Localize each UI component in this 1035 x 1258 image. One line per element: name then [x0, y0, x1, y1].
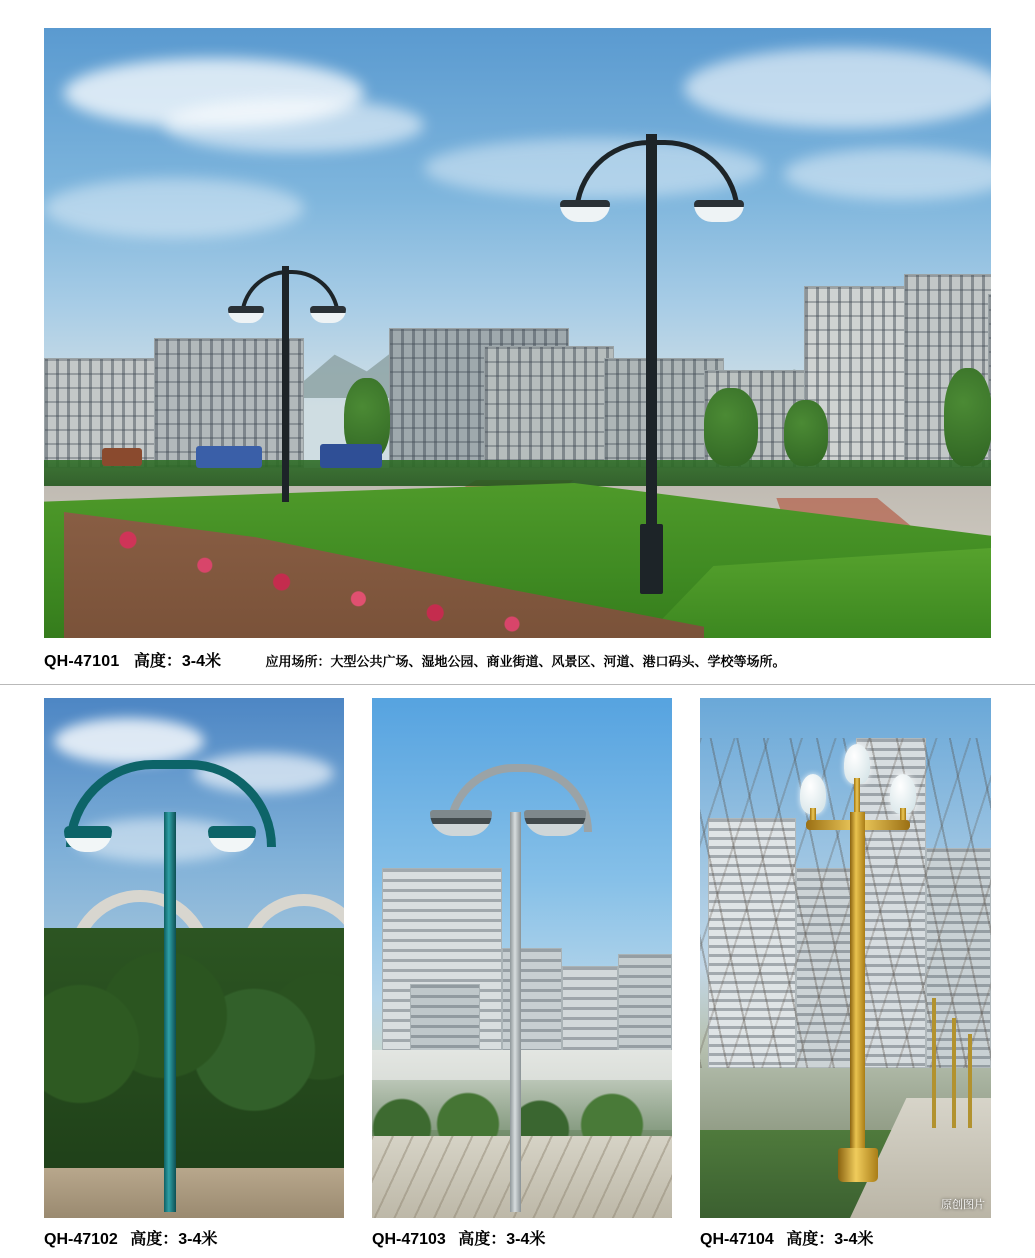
silver-lamp: [458, 758, 638, 1178]
plaza-scene: [372, 698, 672, 1218]
caption-qh47104: [700, 1226, 873, 1249]
lamp-pole: [164, 812, 176, 1212]
distant-lamp: [952, 1018, 956, 1128]
garden-scene: [44, 698, 344, 1218]
section-divider: [0, 684, 1035, 685]
distant-lamp: [968, 1034, 972, 1128]
product-code: QH-47103: [372, 1231, 446, 1248]
hedge-row: [44, 460, 991, 486]
caption-qh47102: [44, 1226, 217, 1249]
caption-qh47103: [372, 1226, 545, 1249]
product-code: QH-47102: [44, 1231, 118, 1248]
cloud-shape: [784, 148, 991, 200]
product-code: QH-47104: [700, 1231, 774, 1248]
main-product-photo: [44, 28, 991, 638]
lamp-base: [838, 1148, 878, 1182]
lamp-head: [310, 306, 346, 323]
main-product-caption: [44, 648, 994, 671]
main-product-height: 高度：3-4米: [133, 653, 222, 670]
product-photo-qh47102: [44, 698, 344, 1218]
product-caption-row: [44, 1226, 991, 1250]
main-product-code: QH-47101: [44, 653, 120, 670]
lamp-head: [694, 200, 744, 222]
streetscape-scene: [44, 28, 991, 638]
lamp-head: [430, 810, 492, 836]
golden-lamp: [796, 716, 926, 1186]
product-height: 高度：3-4米: [458, 1231, 546, 1248]
cloud-shape: [684, 48, 991, 128]
main-product-usage: 应用场所：大型公共广场、湿地公园、商业街道、风景区、河道、港口码头、学校等场所。: [265, 654, 786, 669]
parked-vehicle: [102, 448, 142, 466]
tree: [944, 368, 991, 466]
distant-lamp: [932, 998, 936, 1128]
product-height: 高度：3-4米: [130, 1231, 218, 1248]
lamp-base: [640, 524, 663, 594]
boulevard-scene: [700, 698, 991, 1218]
cloud-shape: [44, 178, 304, 238]
lamp-head: [560, 200, 610, 222]
product-photo-qh47103: [372, 698, 672, 1218]
teal-lamp: [136, 750, 296, 1170]
lamp-pole: [282, 266, 289, 502]
product-height: 高度：3-4米: [786, 1231, 874, 1248]
lamp-head: [524, 810, 586, 836]
background-street-lamp: [224, 258, 354, 498]
product-photo-qh47104: [700, 698, 991, 1218]
lamp-head: [208, 826, 256, 852]
lamp-pole: [510, 812, 521, 1212]
photo-watermark: 原创图片: [941, 1199, 985, 1211]
product-photo-row: [44, 698, 991, 1218]
foreground-street-lamp: [554, 124, 754, 594]
cloud-shape: [164, 98, 424, 152]
ground-path: [44, 1168, 344, 1218]
lamp-pole: [850, 812, 865, 1172]
tree: [784, 400, 828, 466]
lamp-head: [228, 306, 264, 323]
